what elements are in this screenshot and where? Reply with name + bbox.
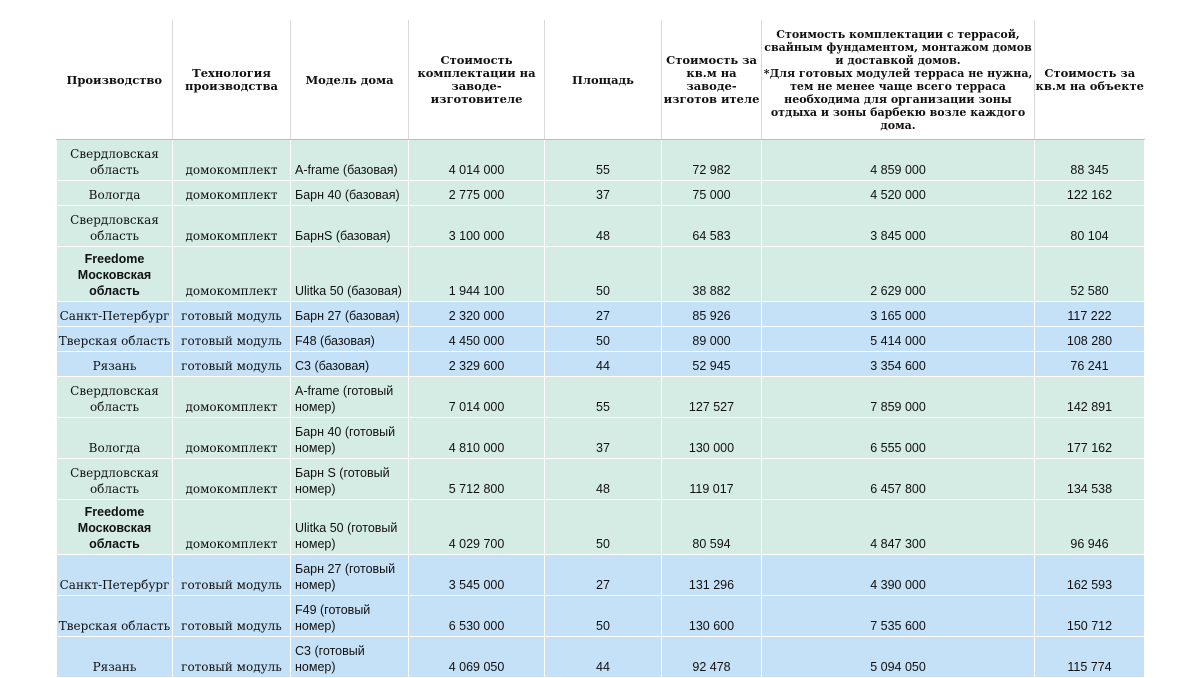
col-header-technology: Технология производства — [173, 21, 291, 140]
technology-cell: домокомплект — [173, 181, 291, 206]
per-sqm-cell: 119 017 — [662, 459, 762, 500]
table-row — [57, 596, 1145, 637]
per-sqm-cell: 75 000 — [662, 181, 762, 206]
model-cell: Барн S (готовый номер) — [291, 459, 409, 500]
technology-cell: готовый модуль — [173, 352, 291, 377]
technology-cell: готовый модуль — [173, 555, 291, 596]
table-row — [57, 377, 1145, 418]
technology-cell: домокомплект — [173, 459, 291, 500]
region-name: Московская область — [77, 268, 152, 298]
region-cell: Рязань — [57, 352, 173, 377]
model-cell: Барн 27 (базовая) — [291, 302, 409, 327]
region-cell: Свердловская область — [57, 459, 173, 500]
factory-cost-cell: 4 029 700 — [409, 500, 545, 555]
full-cost-cell: 7 535 600 — [762, 596, 1035, 637]
factory-cost-cell: 3 100 000 — [409, 206, 545, 247]
model-cell: С3 (базовая) — [291, 352, 409, 377]
per-sqm-cell: 72 982 — [662, 140, 762, 181]
area-cell: 44 — [545, 637, 662, 678]
technology-cell: готовый модуль — [173, 327, 291, 352]
area-cell: 48 — [545, 459, 662, 500]
factory-cost-cell: 4 014 000 — [409, 140, 545, 181]
model-cell: Ulitka 50 (базовая) — [291, 247, 409, 302]
site-per-sqm-cell: 177 162 — [1035, 418, 1145, 459]
region-cell — [57, 500, 173, 555]
area-cell: 37 — [545, 181, 662, 206]
site-per-sqm-cell: 108 280 — [1035, 327, 1145, 352]
full-cost-cell: 4 520 000 — [762, 181, 1035, 206]
factory-cost-cell: 4 069 050 — [409, 637, 545, 678]
technology-cell: готовый модуль — [173, 596, 291, 637]
col-header-full-cost — [762, 21, 1035, 140]
col-header-area: Площадь — [545, 21, 662, 140]
model-cell: A-frame (готовый номер) — [291, 377, 409, 418]
technology-cell: домокомплект — [173, 247, 291, 302]
area-cell: 55 — [545, 377, 662, 418]
area-cell: 50 — [545, 327, 662, 352]
region-name: Московская область — [77, 521, 152, 551]
table-row — [57, 302, 1145, 327]
region-cell: Санкт-Петербург — [57, 302, 173, 327]
region-cell: Свердловская область — [57, 206, 173, 247]
table-row — [57, 247, 1145, 302]
table-row — [57, 500, 1145, 555]
brand-name: Freedome — [84, 252, 145, 266]
full-cost-cell: 5 094 050 — [762, 637, 1035, 678]
price-comparison-table — [56, 20, 1145, 678]
region-cell: Тверская область — [57, 596, 173, 637]
header-row — [57, 21, 1145, 140]
site-per-sqm-cell: 88 345 — [1035, 140, 1145, 181]
technology-cell: домокомплект — [173, 500, 291, 555]
per-sqm-cell: 80 594 — [662, 500, 762, 555]
per-sqm-cell: 130 000 — [662, 418, 762, 459]
region-cell — [57, 247, 173, 302]
col-header-factory-cost: Стоимость комплектации на заводе-изготовителе — [409, 21, 545, 140]
brand-name: Freedome — [84, 505, 145, 519]
factory-cost-cell: 4 810 000 — [409, 418, 545, 459]
area-cell: 50 — [545, 596, 662, 637]
site-per-sqm-cell: 52 580 — [1035, 247, 1145, 302]
area-cell: 55 — [545, 140, 662, 181]
full-cost-title: Стоимость комплектации с террасой, свайным фундаментом, монтажом домов и доставкой домов. — [764, 28, 1032, 67]
region-cell: Свердловская область — [57, 140, 173, 181]
model-cell: F49 (готовый номер) — [291, 596, 409, 637]
model-cell: Ulitka 50 (готовый номер) — [291, 500, 409, 555]
site-per-sqm-cell: 134 538 — [1035, 459, 1145, 500]
region-cell: Санкт-Петербург — [57, 555, 173, 596]
site-per-sqm-cell: 142 891 — [1035, 377, 1145, 418]
table-row — [57, 555, 1145, 596]
col-header-model: Модель дома — [291, 21, 409, 140]
model-cell: БарнS (базовая) — [291, 206, 409, 247]
table-row — [57, 327, 1145, 352]
per-sqm-cell: 92 478 — [662, 637, 762, 678]
factory-cost-cell: 2 329 600 — [409, 352, 545, 377]
model-cell: С3 (готовый номер) — [291, 637, 409, 678]
full-cost-cell: 2 629 000 — [762, 247, 1035, 302]
per-sqm-cell: 52 945 — [662, 352, 762, 377]
site-per-sqm-cell: 80 104 — [1035, 206, 1145, 247]
table-row — [57, 418, 1145, 459]
model-cell: Барн 27 (готовый номер) — [291, 555, 409, 596]
area-cell: 50 — [545, 247, 662, 302]
factory-cost-cell: 6 530 000 — [409, 596, 545, 637]
per-sqm-cell: 38 882 — [662, 247, 762, 302]
col-header-site-cost-per-sqm: Стоимость за кв.м на объекте — [1035, 21, 1145, 140]
site-per-sqm-cell: 162 593 — [1035, 555, 1145, 596]
per-sqm-cell: 127 527 — [662, 377, 762, 418]
site-per-sqm-cell: 76 241 — [1035, 352, 1145, 377]
site-per-sqm-cell: 150 712 — [1035, 596, 1145, 637]
table-row — [57, 637, 1145, 678]
factory-cost-cell: 3 545 000 — [409, 555, 545, 596]
model-cell: F48 (базовая) — [291, 327, 409, 352]
technology-cell: домокомплект — [173, 206, 291, 247]
technology-cell: готовый модуль — [173, 637, 291, 678]
region-cell: Вологда — [57, 181, 173, 206]
table-row — [57, 459, 1145, 500]
full-cost-cell: 3 354 600 — [762, 352, 1035, 377]
col-header-production: Производство — [57, 21, 173, 140]
factory-cost-cell: 4 450 000 — [409, 327, 545, 352]
table-body — [57, 140, 1145, 678]
region-cell: Вологда — [57, 418, 173, 459]
site-per-sqm-cell: 115 774 — [1035, 637, 1145, 678]
technology-cell: домокомплект — [173, 418, 291, 459]
area-cell: 27 — [545, 302, 662, 327]
full-cost-cell: 3 165 000 — [762, 302, 1035, 327]
factory-cost-cell: 2 320 000 — [409, 302, 545, 327]
per-sqm-cell: 85 926 — [662, 302, 762, 327]
full-cost-cell: 4 390 000 — [762, 555, 1035, 596]
area-cell: 37 — [545, 418, 662, 459]
per-sqm-cell: 64 583 — [662, 206, 762, 247]
table-row — [57, 140, 1145, 181]
col-header-factory-cost-per-sqm: Стоимость за кв.м на заводе-изготов ителе — [662, 21, 762, 140]
full-cost-cell: 6 555 000 — [762, 418, 1035, 459]
technology-cell: домокомплект — [173, 140, 291, 181]
full-cost-note: *Для готовых модулей терраса не нужна, тем не менее чаще всего терраса необходима для организации зоны отдыха и зоны барбекю возле каждого дома. — [763, 67, 1033, 132]
table-row — [57, 352, 1145, 377]
per-sqm-cell: 131 296 — [662, 555, 762, 596]
factory-cost-cell: 2 775 000 — [409, 181, 545, 206]
region-cell: Тверская область — [57, 327, 173, 352]
per-sqm-cell: 130 600 — [662, 596, 762, 637]
model-cell: Барн 40 (базовая) — [291, 181, 409, 206]
factory-cost-cell: 1 944 100 — [409, 247, 545, 302]
model-cell: A-frame (базовая) — [291, 140, 409, 181]
factory-cost-cell: 7 014 000 — [409, 377, 545, 418]
full-cost-cell: 4 847 300 — [762, 500, 1035, 555]
area-cell: 50 — [545, 500, 662, 555]
technology-cell: домокомплект — [173, 377, 291, 418]
site-per-sqm-cell: 122 162 — [1035, 181, 1145, 206]
region-cell: Рязань — [57, 637, 173, 678]
area-cell: 44 — [545, 352, 662, 377]
model-cell: Барн 40 (готовый номер) — [291, 418, 409, 459]
area-cell: 48 — [545, 206, 662, 247]
table-row — [57, 206, 1145, 247]
site-per-sqm-cell: 96 946 — [1035, 500, 1145, 555]
full-cost-cell: 3 845 000 — [762, 206, 1035, 247]
site-per-sqm-cell: 117 222 — [1035, 302, 1145, 327]
full-cost-cell: 4 859 000 — [762, 140, 1035, 181]
factory-cost-cell: 5 712 800 — [409, 459, 545, 500]
full-cost-cell: 6 457 800 — [762, 459, 1035, 500]
region-cell: Свердловская область — [57, 377, 173, 418]
table-row — [57, 181, 1145, 206]
per-sqm-cell: 89 000 — [662, 327, 762, 352]
area-cell: 27 — [545, 555, 662, 596]
full-cost-cell: 5 414 000 — [762, 327, 1035, 352]
full-cost-cell: 7 859 000 — [762, 377, 1035, 418]
technology-cell: готовый модуль — [173, 302, 291, 327]
